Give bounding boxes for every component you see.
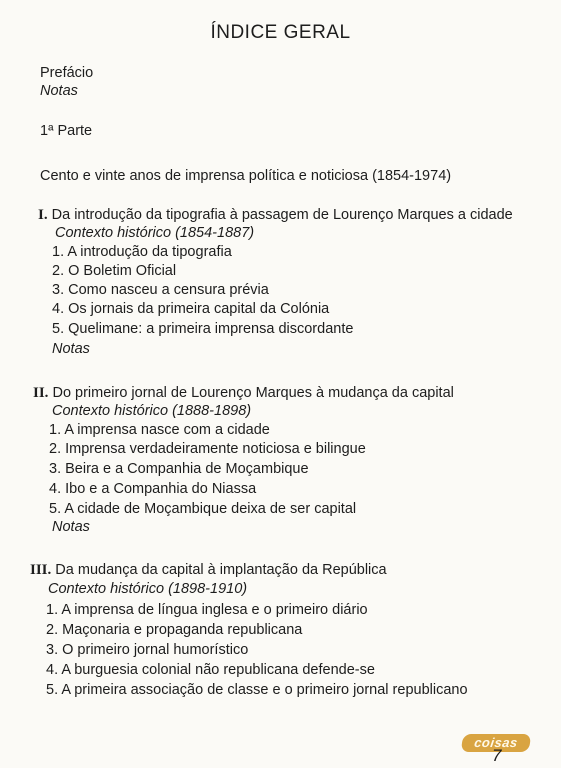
toc-item: 3. Como nasceu a censura prévia <box>52 282 269 298</box>
section-title: Da introdução da tipografia à passagem de Lourenço Marques a cidade <box>51 207 513 223</box>
toc-item: 5. A cidade de Moçambique deixa de ser capital <box>49 501 357 517</box>
preface-notes: Notas <box>40 83 78 99</box>
part-label: 1ª Parte <box>40 123 93 139</box>
preface-entry: Prefácio <box>40 65 94 81</box>
section-title: Do primeiro jornal de Lourenço Marques à mudança da capital <box>52 385 454 401</box>
toc-item: 5. Quelimane: a primeira imprensa discordante <box>52 321 354 337</box>
toc-item: 1. A introdução da tipografia <box>52 244 232 260</box>
toc-item: 3. O primeiro jornal humorístico <box>46 642 249 658</box>
section-context: Contexto histórico (1898-1910) <box>48 581 248 597</box>
section-numeral: II. <box>33 385 49 401</box>
toc-item: 3. Beira e a Companhia de Moçambique <box>49 461 309 477</box>
toc-item: 4. A burguesia colonial não republicana defende-se <box>46 662 375 678</box>
section-heading <box>30 561 387 579</box>
page-number: 7 <box>492 746 502 765</box>
part-subtitle: Cento e vinte anos de imprensa política e noticiosa (1854-1974) <box>40 168 452 184</box>
toc-item: 1. A imprensa de língua inglesa e o primeiro diário <box>46 602 368 618</box>
section-context: Contexto histórico (1888-1898) <box>52 403 252 419</box>
toc-item: 1. A imprensa nasce com a cidade <box>49 422 270 438</box>
section-heading <box>33 384 454 402</box>
section-context: Contexto histórico (1854-1887) <box>55 225 255 241</box>
toc-item: 2. O Boletim Oficial <box>52 263 177 279</box>
toc-item: 5. A primeira associação de classe e o primeiro jornal republicano <box>46 682 468 698</box>
section-heading <box>38 206 513 224</box>
section-title: Da mudança da capital à implantação da República <box>55 562 387 578</box>
page-title: ÍNDICE GERAL <box>210 22 351 43</box>
watermark-logo: coisas <box>461 734 532 752</box>
toc-item: 2. Imprensa verdadeiramente noticiosa e bilingue <box>49 441 366 457</box>
section-notes: Notas <box>52 341 90 357</box>
section-numeral: III. <box>30 562 52 578</box>
section-numeral: I. <box>38 207 48 223</box>
section-notes: Notas <box>52 519 90 535</box>
toc-item: 4. Ibo e a Companhia do Niassa <box>49 481 257 497</box>
toc-item: 4. Os jornais da primeira capital da Colónia <box>52 301 330 317</box>
toc-item: 2. Maçonaria e propaganda republicana <box>46 622 303 638</box>
